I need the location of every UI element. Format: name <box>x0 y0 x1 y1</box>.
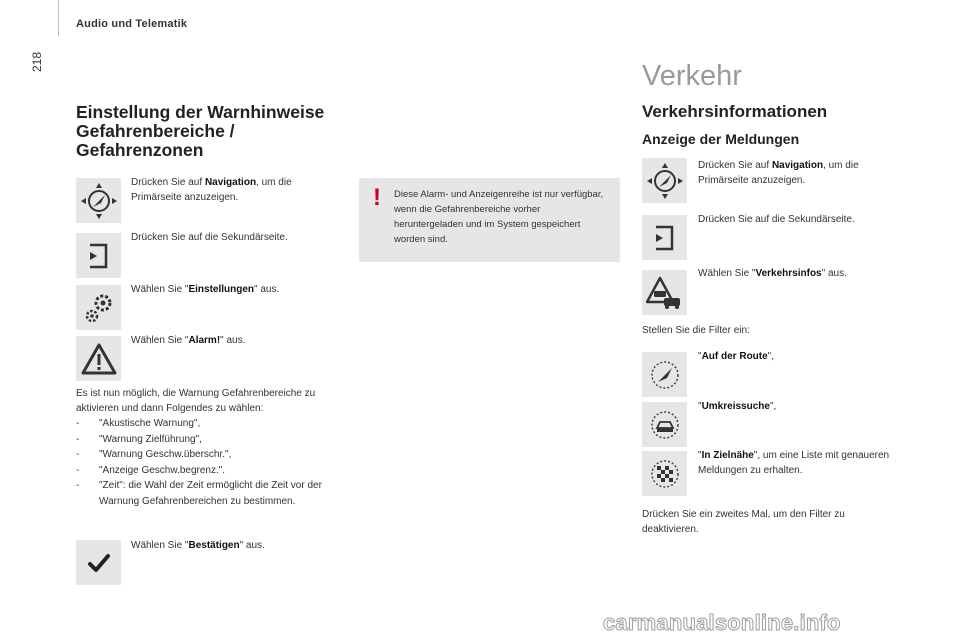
settings-icon <box>76 285 121 330</box>
step-text: Wählen Sie "Verkehrsinfos" aus. <box>698 268 847 279</box>
note-box <box>359 178 620 262</box>
heading-line: Gefahrenzonen <box>76 140 204 160</box>
filter-intro: Stellen Sie die Filter ein: <box>642 325 750 336</box>
header-divider <box>58 0 59 36</box>
list-item: - "Anzeige Geschw.begrenz.". <box>76 463 341 479</box>
step-text: Drücken Sie auf Navigation, um die Primärseite anzuzeigen. <box>131 177 292 203</box>
list-item: - "Warnung Geschw.überschr.", <box>76 447 341 463</box>
secondary-page-icon <box>76 233 121 278</box>
step-text: Wählen Sie "Einstellungen" aus. <box>131 284 280 295</box>
list-item: - "Akustische Warnung", <box>76 416 341 432</box>
chapter-title: Verkehr <box>642 60 742 92</box>
page-number: 218 <box>30 51 44 72</box>
heading-line: Gefahrenbereiche / <box>76 121 235 141</box>
alarm-icon <box>76 336 121 381</box>
watermark: carmanualsonline.info <box>603 610 841 635</box>
exclamation-icon: ! <box>373 184 381 211</box>
traffic-icon <box>642 270 687 315</box>
filter-text: "In Zielnähe", um eine Liste mit genaueren Meldungen zu erhalten. <box>698 450 890 476</box>
list-item: - "Zeit": die Wahl der Zeit ermöglicht die Zeit vor der Warnung Gefahrenbereichen zu bestimmen. <box>76 478 341 509</box>
step-text: Wählen Sie "Alarm!" aus. <box>131 335 246 346</box>
note-text: Diese Alarm- und Anzeigenreihe ist nur verfügbar, wenn die Gefahrenbereiche vorher heruntergeladen und im System gespeichert worden sind. <box>394 189 604 245</box>
on-route-icon <box>642 352 687 397</box>
left-heading <box>76 103 324 160</box>
navigation-icon <box>642 158 687 203</box>
right-subheading: Anzeige der Meldungen <box>642 131 800 147</box>
footer-text: Drücken Sie ein zweites Mal, um den Filter zu deaktivieren. <box>642 509 845 535</box>
filter-text: "Umkreissuche", <box>698 401 777 412</box>
step-text: Wählen Sie "Bestätigen" aus. <box>131 540 265 551</box>
step-text: Drücken Sie auf Navigation, um die Primärseite anzuzeigen. <box>698 160 859 186</box>
list-item: - "Warnung Zielführung", <box>76 432 341 448</box>
step-text: Drücken Sie auf die Sekundärseite. <box>131 232 288 243</box>
intro-text: Es ist nun möglich, die Warnung Gefahrenbereiche zu aktivieren und dann Folgendes zu wählen: <box>76 388 316 414</box>
right-heading: Verkehrsinformationen <box>642 102 828 121</box>
heading-line: Einstellung der Warnhinweise <box>76 102 325 122</box>
step-text: Drücken Sie auf die Sekundärseite. <box>698 214 855 225</box>
navigation-icon <box>76 178 121 223</box>
filter-text: "Auf der Route", <box>698 351 774 362</box>
secondary-page-icon <box>642 215 687 260</box>
confirm-icon <box>76 540 121 585</box>
options-list <box>76 416 341 509</box>
surroundings-icon <box>642 402 687 447</box>
section-title: Audio und Telematik <box>76 18 188 30</box>
destination-icon <box>642 451 687 496</box>
